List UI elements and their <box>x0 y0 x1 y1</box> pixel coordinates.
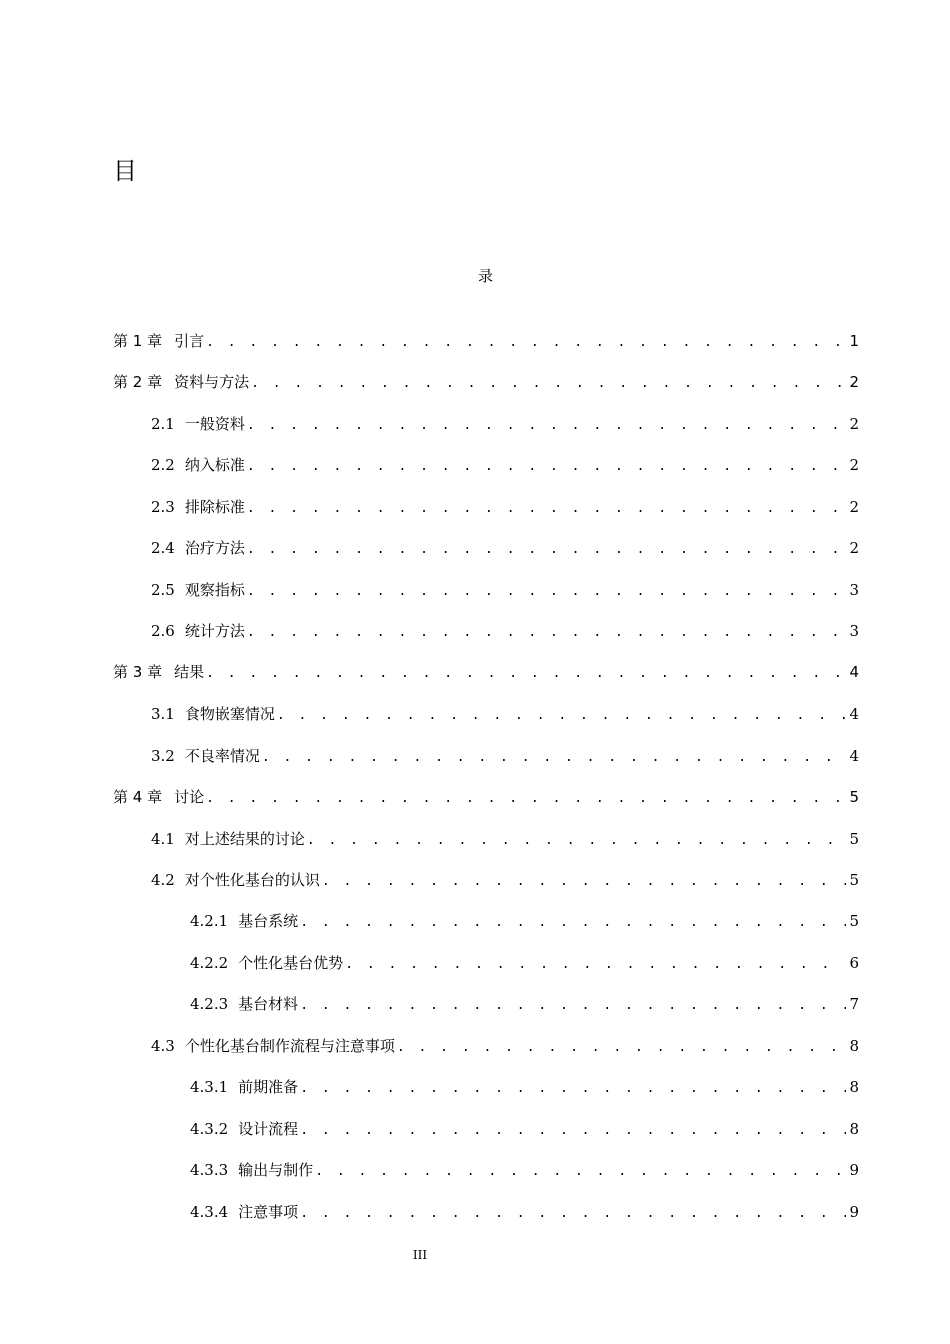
toc-entry-number: 2.4 <box>151 539 175 557</box>
toc-entry-page: 4 <box>849 747 859 765</box>
toc-entry-page: 6 <box>849 954 859 972</box>
toc-entry-number: 第 3 章 <box>113 663 163 681</box>
toc-leader-dots <box>397 1040 847 1055</box>
toc-leader-dots <box>247 459 847 474</box>
toc-entry-title: 资料与方法 <box>174 373 250 391</box>
toc-entry-number: 4.2.3 <box>190 995 229 1013</box>
toc-entry-title: 个性化基台优势 <box>238 954 344 972</box>
toc-leader-dots <box>247 501 847 516</box>
toc-leader-dots <box>247 542 847 557</box>
toc-entry-number: 2.5 <box>151 581 175 599</box>
toc-entry[interactable] <box>190 952 859 976</box>
toc-entry-title: 纳入标准 <box>184 456 245 474</box>
toc-entry-page: 2 <box>849 415 859 433</box>
toc-entry-page: 9 <box>849 1161 859 1179</box>
page-number-footer: III <box>412 1248 428 1262</box>
toc-entry-title: 统计方法 <box>184 622 245 640</box>
toc-entry[interactable] <box>190 1118 859 1142</box>
toc-entry-title: 个性化基台制作流程与注意事项 <box>184 1037 395 1055</box>
toc-entry[interactable] <box>151 413 859 437</box>
toc-leader-dots <box>247 625 847 640</box>
toc-leader-dots <box>307 833 847 848</box>
toc-entry-title: 对上述结果的讨论 <box>184 830 305 848</box>
toc-entry[interactable] <box>113 330 859 354</box>
toc-entry-number: 4.3.3 <box>190 1161 229 1179</box>
toc-entry-title: 输出与制作 <box>238 1161 314 1179</box>
toc-entry-page: 4 <box>849 705 859 723</box>
toc-entry-number: 第 2 章 <box>113 373 163 391</box>
toc-leader-dots <box>277 708 847 723</box>
toc-entry-page: 2 <box>849 498 859 516</box>
toc-leader-dots <box>300 1206 846 1221</box>
toc-entry-number: 4.1 <box>151 830 175 848</box>
toc-entry-page: 7 <box>849 995 859 1013</box>
toc-entry-number: 2.1 <box>151 415 175 433</box>
toc-entry-number: 4.3 <box>151 1037 175 1055</box>
toc-entry[interactable] <box>151 703 859 727</box>
toc-entry[interactable] <box>151 454 859 478</box>
toc-title-part1: 目 <box>113 157 137 185</box>
toc-entry-title: 对个性化基台的认识 <box>184 871 320 889</box>
toc-entry[interactable] <box>151 579 859 603</box>
toc-entry-page: 2 <box>849 373 859 391</box>
toc-entry[interactable] <box>190 993 859 1017</box>
toc-entry[interactable] <box>151 537 859 561</box>
toc-entry-number: 第 1 章 <box>113 332 163 350</box>
toc-entry[interactable] <box>151 496 859 520</box>
toc-entry-title: 基台材料 <box>238 995 299 1013</box>
toc-entry-page: 5 <box>849 912 859 930</box>
toc-leader-dots <box>300 1123 846 1138</box>
toc-entry-title: 设计流程 <box>238 1120 299 1138</box>
toc-leader-dots <box>345 957 846 972</box>
toc-leader-dots <box>206 791 846 806</box>
toc-entry[interactable] <box>190 910 859 934</box>
toc-entry-number: 2.3 <box>151 498 175 516</box>
toc-entry-title: 观察指标 <box>184 581 245 599</box>
toc-entry-number: 2.6 <box>151 622 175 640</box>
toc-entry-number: 4.2.1 <box>190 912 229 930</box>
toc-entry-page: 9 <box>849 1203 859 1221</box>
toc-leader-dots <box>206 666 846 681</box>
toc-entry-number: 第 4 章 <box>113 788 163 806</box>
toc-entry-title: 引言 <box>174 332 205 350</box>
toc-entry[interactable] <box>190 1159 859 1183</box>
toc-leader-dots <box>251 376 846 391</box>
toc-entry-number: 3.2 <box>151 747 175 765</box>
toc-leader-dots <box>300 915 846 930</box>
toc-entry[interactable] <box>151 745 859 769</box>
toc-entry-page: 3 <box>849 622 859 640</box>
toc-entry-page: 5 <box>849 788 859 806</box>
toc-leader-dots <box>322 874 847 889</box>
toc-leader-dots <box>262 750 847 765</box>
toc-leader-dots <box>247 584 847 599</box>
toc-leader-dots <box>206 335 846 350</box>
toc-entry-title: 讨论 <box>174 788 205 806</box>
toc-entry-page: 3 <box>849 581 859 599</box>
toc-entry-number: 2.2 <box>151 456 175 474</box>
toc-entry-page: 4 <box>849 663 859 681</box>
toc-entry[interactable] <box>151 620 859 644</box>
toc-entry-number: 4.3.1 <box>190 1078 229 1096</box>
toc-entry-title: 一般资料 <box>184 415 245 433</box>
toc-entry-title: 不良率情况 <box>184 747 260 765</box>
toc-entry[interactable] <box>113 371 859 395</box>
toc-entry-page: 8 <box>849 1078 859 1096</box>
toc-leader-dots <box>247 418 847 433</box>
toc-entry-title: 前期准备 <box>238 1078 299 1096</box>
toc-leader-dots <box>300 1081 846 1096</box>
toc-leader-dots <box>300 998 846 1013</box>
toc-entry-page: 5 <box>849 871 859 889</box>
toc-entry[interactable] <box>151 828 859 852</box>
toc-entry[interactable] <box>113 661 859 685</box>
toc-entry-title: 食物嵌塞情况 <box>184 705 275 723</box>
toc-entry-number: 4.3.2 <box>190 1120 229 1138</box>
toc-title-part2: 录 <box>478 267 494 285</box>
toc-entry-page: 2 <box>849 539 859 557</box>
toc-entry-page: 1 <box>849 332 859 350</box>
toc-entry-title: 治疗方法 <box>184 539 245 557</box>
toc-entry-title: 基台系统 <box>238 912 299 930</box>
toc-entry[interactable] <box>113 786 859 810</box>
toc-entry-title: 排除标准 <box>184 498 245 516</box>
toc-entry-page: 5 <box>849 830 859 848</box>
toc-leader-dots <box>315 1164 846 1179</box>
toc-entry-number: 4.2 <box>151 871 175 889</box>
toc-entry[interactable] <box>151 869 859 893</box>
toc-entry[interactable] <box>190 1201 859 1225</box>
toc-entry-title: 结果 <box>174 663 205 681</box>
toc-entry-title: 注意事项 <box>238 1203 299 1221</box>
toc-entry-number: 4.2.2 <box>190 954 229 972</box>
toc-entry-page: 8 <box>849 1120 859 1138</box>
toc-entry[interactable] <box>190 1076 859 1100</box>
toc-entry-page: 8 <box>849 1037 859 1055</box>
toc-entry-number: 3.1 <box>151 705 175 723</box>
toc-entry-page: 2 <box>849 456 859 474</box>
toc-entry-number: 4.3.4 <box>190 1203 229 1221</box>
toc-entry[interactable] <box>151 1035 859 1059</box>
